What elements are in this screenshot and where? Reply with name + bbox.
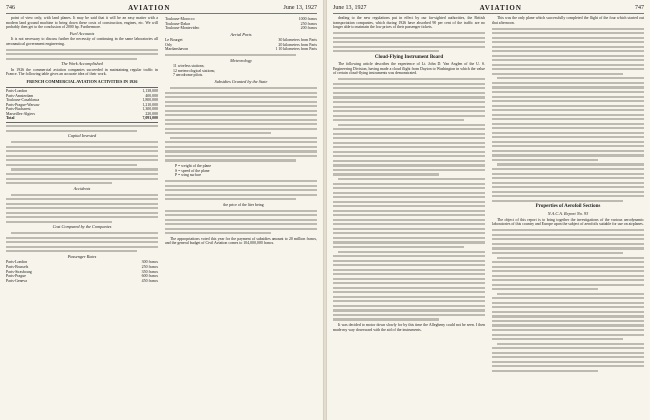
section-heading: Passenger Rates xyxy=(67,253,97,259)
list-item: Paris-Brussels 250 francs xyxy=(6,265,158,270)
text-filler xyxy=(165,180,317,200)
paragraph: The appropriations voted this year for the payment of subsidies amount to 20 million francs, and the general budget of Civil Aviation comes to 104,000,000 francs. xyxy=(165,236,317,246)
table-row: Marseilles-Algiers 220,000 xyxy=(6,111,158,116)
text-filler xyxy=(6,194,158,223)
article-title: Properties of Aerofoil Sections xyxy=(535,204,601,210)
list-item: P = weight of the plane xyxy=(175,164,212,168)
formula-caption: the price of the liter being xyxy=(223,202,264,207)
table-row: Paris-London 1,138,000 xyxy=(6,88,158,93)
paragraph: dealing to the new regulations put in effect by our far-sighted authorities, the British transportation companies, which during 1926 have absorbed 90 per cent of the traffic are no longer able to maintain the low prices of their passenger tickets. xyxy=(333,16,485,30)
right-page xyxy=(327,0,650,420)
passenger-rates-list xyxy=(6,260,158,283)
right-column-1 xyxy=(333,16,485,334)
paragraph: The following article describes the experience of Lt. John D. Van Anglen of the U. S. Engineering Division, having made a cloud flight from Dayton to Washington in which the value of certain cloud-flying instruments was demonstrated. xyxy=(333,62,485,76)
list-item: Le Bourget 30 kilometers from Paris xyxy=(165,38,317,43)
table-title: FRENCH COMMERCIAL AVIATION ACTIVITIES IN 1926 xyxy=(26,78,138,84)
left-page xyxy=(0,0,323,420)
article-subtitle: N.A.C.A. Report No. 93 xyxy=(547,211,589,217)
right-page-title: AVIATION xyxy=(479,3,522,12)
text-filler xyxy=(165,210,317,235)
section-heading: Cost Compared by the Companies xyxy=(52,224,112,230)
paragraph: point of view only, with land planes. It may be said that it will be an easy matter with a modern land ground machine to bring down these costs of construction, engines, etc. We will probably then get to the conclusion of 2000 hp. Furthermore. xyxy=(6,16,158,30)
table-row: Paris-Amsterdam 400,000 xyxy=(6,93,158,98)
section-heading: The Work Accomplished xyxy=(61,61,103,67)
text-filler xyxy=(333,32,485,52)
right-header-rule xyxy=(333,13,644,14)
paragraph: This was the only plane which successfully completed the flight of the four which started out that afternoon. xyxy=(492,16,644,25)
rates-list xyxy=(165,17,317,31)
left-page-header xyxy=(6,3,317,12)
activities-table xyxy=(6,87,158,123)
list-item: 12 meteorological stations; xyxy=(173,68,216,73)
article-title: Cloud-Flying Instrument Board xyxy=(374,54,444,60)
section-heading: Meteorology xyxy=(230,57,252,63)
list-item: Paris-Strasbourg 350 francs xyxy=(6,269,158,274)
meteo-list xyxy=(165,64,317,78)
text-filler xyxy=(492,28,644,202)
right-page-date: June 13, 1927 xyxy=(333,4,367,11)
left-column-2 xyxy=(165,16,317,248)
table-row: Toulouse-Casablanca 1,800,000 xyxy=(6,98,158,103)
list-item: Paris-Prague 600 francs xyxy=(6,274,158,279)
list-item: Paris-Geneva 450 francs xyxy=(6,278,158,283)
ports-list xyxy=(165,38,317,52)
text-filler xyxy=(333,78,485,320)
section-heading: Accidents xyxy=(73,185,91,191)
list-item: 11 wireless stations; xyxy=(173,64,205,69)
list-item: S = speed of the plane xyxy=(175,168,210,173)
paragraph: It is not necessary to discuss further the necessity of continuing in the same laboratories all aeronautical government engineering. xyxy=(6,37,158,46)
list-item: P = wing surface xyxy=(175,173,202,178)
text-filler xyxy=(165,54,317,56)
formula-definitions xyxy=(165,164,317,178)
list-item: Toulouse-Morocco 1000 francs xyxy=(165,17,317,21)
left-page-title: AVIATION xyxy=(128,3,171,12)
text-filler xyxy=(6,125,158,132)
right-page-number: 747 xyxy=(635,4,644,11)
list-item: Paris-London 300 francs xyxy=(6,260,158,265)
section-heading: Capital Invested xyxy=(67,133,97,139)
left-column-1 xyxy=(6,16,158,285)
list-item: Toulouse-Dakar 250 francs xyxy=(165,21,317,26)
table-row: Paris-Prague-Warsaw 1,210,000 xyxy=(6,102,158,107)
right-column-2 xyxy=(492,16,644,374)
text-filler xyxy=(165,87,317,162)
list-item: 7 aerodrome pilots. xyxy=(173,73,204,78)
left-page-number: 746 xyxy=(6,4,15,11)
table-row: Paris-Bucharest 1,300,000 xyxy=(6,107,158,112)
section-heading: Subsidies Granted by the State xyxy=(214,78,268,84)
text-filler xyxy=(492,229,644,372)
text-filler xyxy=(6,49,158,60)
paragraph: It was decided to motor down slowly for by this time the Allegheny could not be seen. I then made my way downward with the aid of the instruments. xyxy=(333,323,485,332)
list-item: Orly 20 kilometers from Paris xyxy=(165,42,317,47)
paragraph: In 1926 the commercial aviation companies succeeded in maintaining regular traffic in France. The following table gives an accurate idea of their work. xyxy=(6,67,158,77)
text-filler xyxy=(6,232,158,252)
section-heading: Fuel Accounts xyxy=(69,30,95,36)
text-filler xyxy=(6,141,158,184)
table-row: Total 7,093,000 xyxy=(6,116,158,121)
section-heading: Aerial Ports xyxy=(230,31,252,37)
paragraph: The object of this report is to bring together the investigations of the various aerodynamic laboratories of this country and Europe upon the subject of aerofoils suitable for use on airplanes. xyxy=(492,217,644,227)
left-header-rule xyxy=(6,13,317,14)
list-item: Toulouse-Montevideo 200 francs xyxy=(165,26,317,31)
list-item: Mardanshavon 1 10 kilometers from Paris xyxy=(165,47,317,52)
left-page-date: June 13, 1927 xyxy=(283,4,317,11)
right-page-header xyxy=(333,3,644,12)
